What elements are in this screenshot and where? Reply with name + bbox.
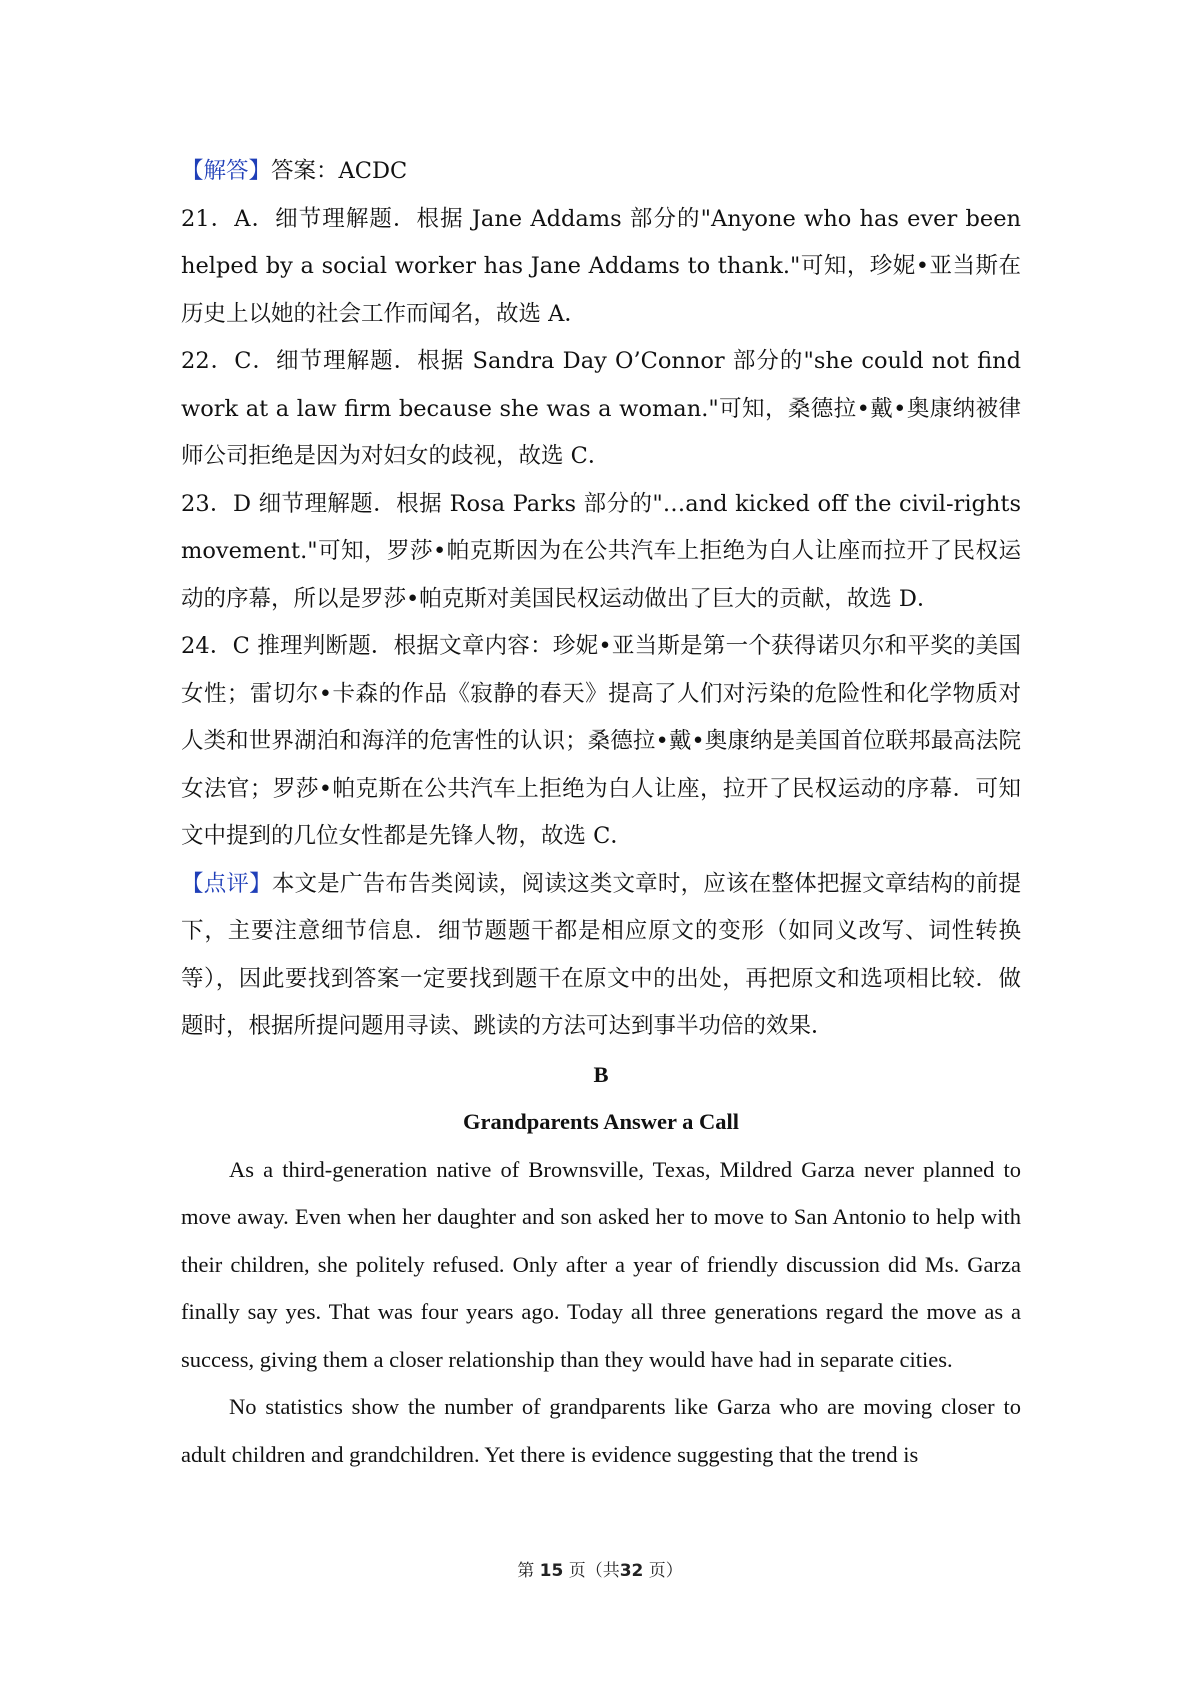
answer-item-22: 22．C．细节理解题．根据 Sandra Day O’Connor 部分的"she could not find work at a law firm because she was a woman."可知，桑德拉•戴•奥康纳被律师公司拒绝是因为对妇女的歧视，故选 C． [181, 348, 1021, 469]
comment-line [181, 861, 1021, 1051]
answer-item-21: 21．A．细节理解题．根据 Jane Addams 部分的"Anyone who has ever been helped by a social worker has Jane Addams to thank."可知，珍妮•亚当斯在历史上以她的社会工作而闻名，故选 A． [181, 205, 1021, 327]
answer-line [181, 148, 1021, 196]
footer-suffix: 页） [648, 1561, 683, 1581]
answer-item-23: 23．D 细节理解题．根据 Rosa Parks 部分的"…and kicked off the civil-rights movement."可知，罗莎•帕克斯因为在公共汽车上拒绝为白人让座而拉开了民权运动的序幕，所以是罗莎•帕克斯对美国民权运动做出了巨大的贡献，故选 D． [181, 490, 1021, 612]
comment-tag: 【点评】 [181, 870, 272, 897]
footer-prefix: 第 [517, 1561, 535, 1581]
passage-paragraph: As a third-generation native of Brownsville, Texas, Mildred Garza never planned to move away. Even when her daughter and son asked her to move to San Antonio to help with their children, she politely refused. Only after a year of friendly discussion did Ms. Garza finally say yes. That was four years ago. Today all three generations regard the move as a success, giving them a closer relationship than they would have had in separate cities. [181, 1156, 1021, 1372]
answer-tag: 【解答】 [181, 158, 272, 184]
comment-text: 本文是广告布告类阅读，阅读这类文章时，应该在整体把握文章结构的前提下，主要注意细节信息．细节题题干都是相应原文的变形（如同义改写、词性转换等），因此要找到答案一定要找到题干在原文中的出处，再把原文和选项相比较．做题时，根据所提问题用寻读、跳读的方法可达到事半功倍的效果． [181, 870, 1021, 1039]
footer-page-number: 15 [539, 1561, 564, 1581]
passage-paragraph: No statistics show the number of grandparents like Garza who are moving closer to adult children and grandchildren. Yet there is evidence suggesting that the trend is [181, 1394, 1021, 1467]
footer-mid: 页（共 [568, 1561, 620, 1581]
section-letter: B [593, 1061, 609, 1087]
page-footer [0, 1556, 1200, 1581]
passage-title: Grandparents Answer a Call [462, 1109, 740, 1134]
page-content [181, 148, 1021, 1478]
footer-total-pages: 32 [619, 1561, 644, 1581]
answer-item-24: 24．C 推理判断题．根据文章内容：珍妮•亚当斯是第一个获得诺贝尔和平奖的美国女性；雷切尔•卡森的作品《寂静的春天》提高了人们对污染的危险性和化学物质对人类和世界湖泊和海洋的危害性的认识；桑德拉•戴•奥康纳是美国首位联邦最高法院女法官；罗莎•帕克斯在公共汽车上拒绝为白人让座，拉开了民权运动的序幕．可知文中提到的几位女性都是先锋人物，故选 C． [181, 633, 1021, 849]
answer-text: 答案：ACDC [271, 158, 408, 184]
